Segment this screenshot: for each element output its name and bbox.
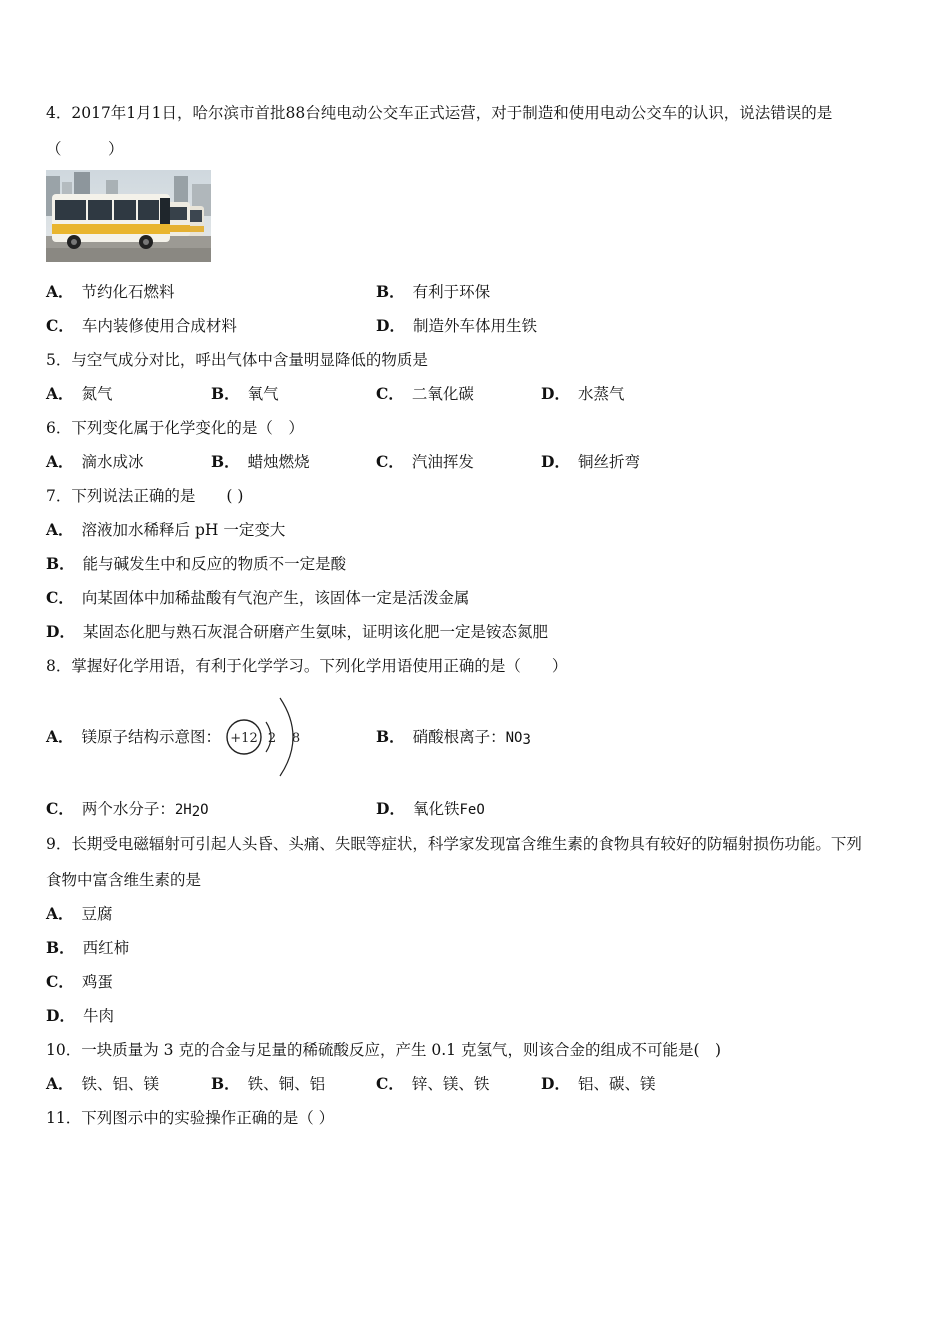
q9-option-a: A． 豆腐: [46, 904, 113, 923]
magnesium-atom-diagram: [222, 696, 312, 780]
q4-option-a: A． 节约化石燃料: [46, 282, 175, 301]
q9-option-d: D． 牛肉: [46, 1006, 114, 1025]
q6-option-a: A． 滴水成冰: [46, 452, 144, 471]
q5-stem: 5．与空气成分对比，呼出气体中含量明显降低的物质是: [46, 351, 428, 369]
q7-option-d: D． 某固态化肥与熟石灰混合研磨产生氨味，证明该化肥一定是铵态氮肥: [46, 622, 548, 641]
q5-option-b: B． 氧气: [211, 384, 279, 403]
q11-stem: 11．下列图示中的实验操作正确的是（ ）: [46, 1109, 335, 1127]
q10-option-a: A． 铁、铝、镁: [46, 1074, 160, 1093]
q10-option-d: D． 铝、碳、镁: [541, 1074, 656, 1093]
q9-stem-continued: 食物中富含维生素的是: [46, 871, 202, 889]
q10-stem: 10．一块质量为 3 克的合金与足量的稀硫酸反应，产生 0.1 克氢气，则该合金的组成不可能是( ): [46, 1041, 722, 1059]
q4-stem: 4．2017年1月1日，哈尔滨市首批88台纯电动公交车正式运营，对于制造和使用电动公交车的认识，说法错误的是: [46, 104, 833, 122]
q8-option-d: D． 氧化铁FeO: [376, 799, 485, 818]
q10-option-c: C． 锌、镁、铁: [376, 1074, 490, 1093]
q7-stem: 7．下列说法正确的是 ( ): [46, 487, 244, 505]
q7-option-b: B． 能与碱发生中和反应的物质不一定是酸: [46, 554, 347, 573]
shell1-electrons: 2: [267, 731, 277, 746]
q4-option-c: C． 车内装修使用合成材料: [46, 316, 237, 335]
q7-option-a: A． 溶液加水稀释后 pH 一定变大: [46, 520, 286, 539]
q4-option-d: D． 制造外车体用生铁: [376, 316, 537, 335]
q8-option-c: C． 两个水分子：2H2O: [46, 799, 209, 820]
nucleus-charge: +12: [230, 731, 258, 746]
q4-paren: （ ）: [46, 140, 124, 158]
bus-photo: [46, 170, 211, 262]
q5-option-a: A． 氮气: [46, 384, 113, 403]
q5-option-d: D． 水蒸气: [541, 384, 625, 403]
q8-option-a: A． 镁原子结构示意图：: [46, 727, 222, 746]
q8-option-b: B． 硝酸根离子：NO3: [376, 727, 531, 748]
q6-option-d: D． 铜丝折弯: [541, 452, 640, 471]
shell2-electrons: 8: [291, 731, 301, 746]
q10-option-b: B． 铁、铜、铝: [211, 1074, 326, 1093]
q6-stem: 6．下列变化属于化学变化的是（ ）: [46, 419, 304, 437]
q9-stem: 9．长期受电磁辐射可引起人头昏、头痛、失眠等症状，科学家发现富含维生素的食物具有较好的防辐射损伤功能。下列: [46, 835, 862, 853]
q6-option-c: C． 汽油挥发: [376, 452, 474, 471]
q4-option-b: B． 有利于环保: [376, 282, 491, 301]
q7-option-c: C． 向某固体中加稀盐酸有气泡产生，该固体一定是活泼金属: [46, 588, 470, 607]
q8-stem: 8．掌握好化学用语，有利于化学学习。下列化学用语使用正确的是（ ）: [46, 657, 568, 675]
q6-option-b: B． 蜡烛燃烧: [211, 452, 310, 471]
q5-option-c: C． 二氧化碳: [376, 384, 474, 403]
q9-option-c: C． 鸡蛋: [46, 972, 113, 991]
q9-option-b: B． 西红柿: [46, 938, 130, 957]
